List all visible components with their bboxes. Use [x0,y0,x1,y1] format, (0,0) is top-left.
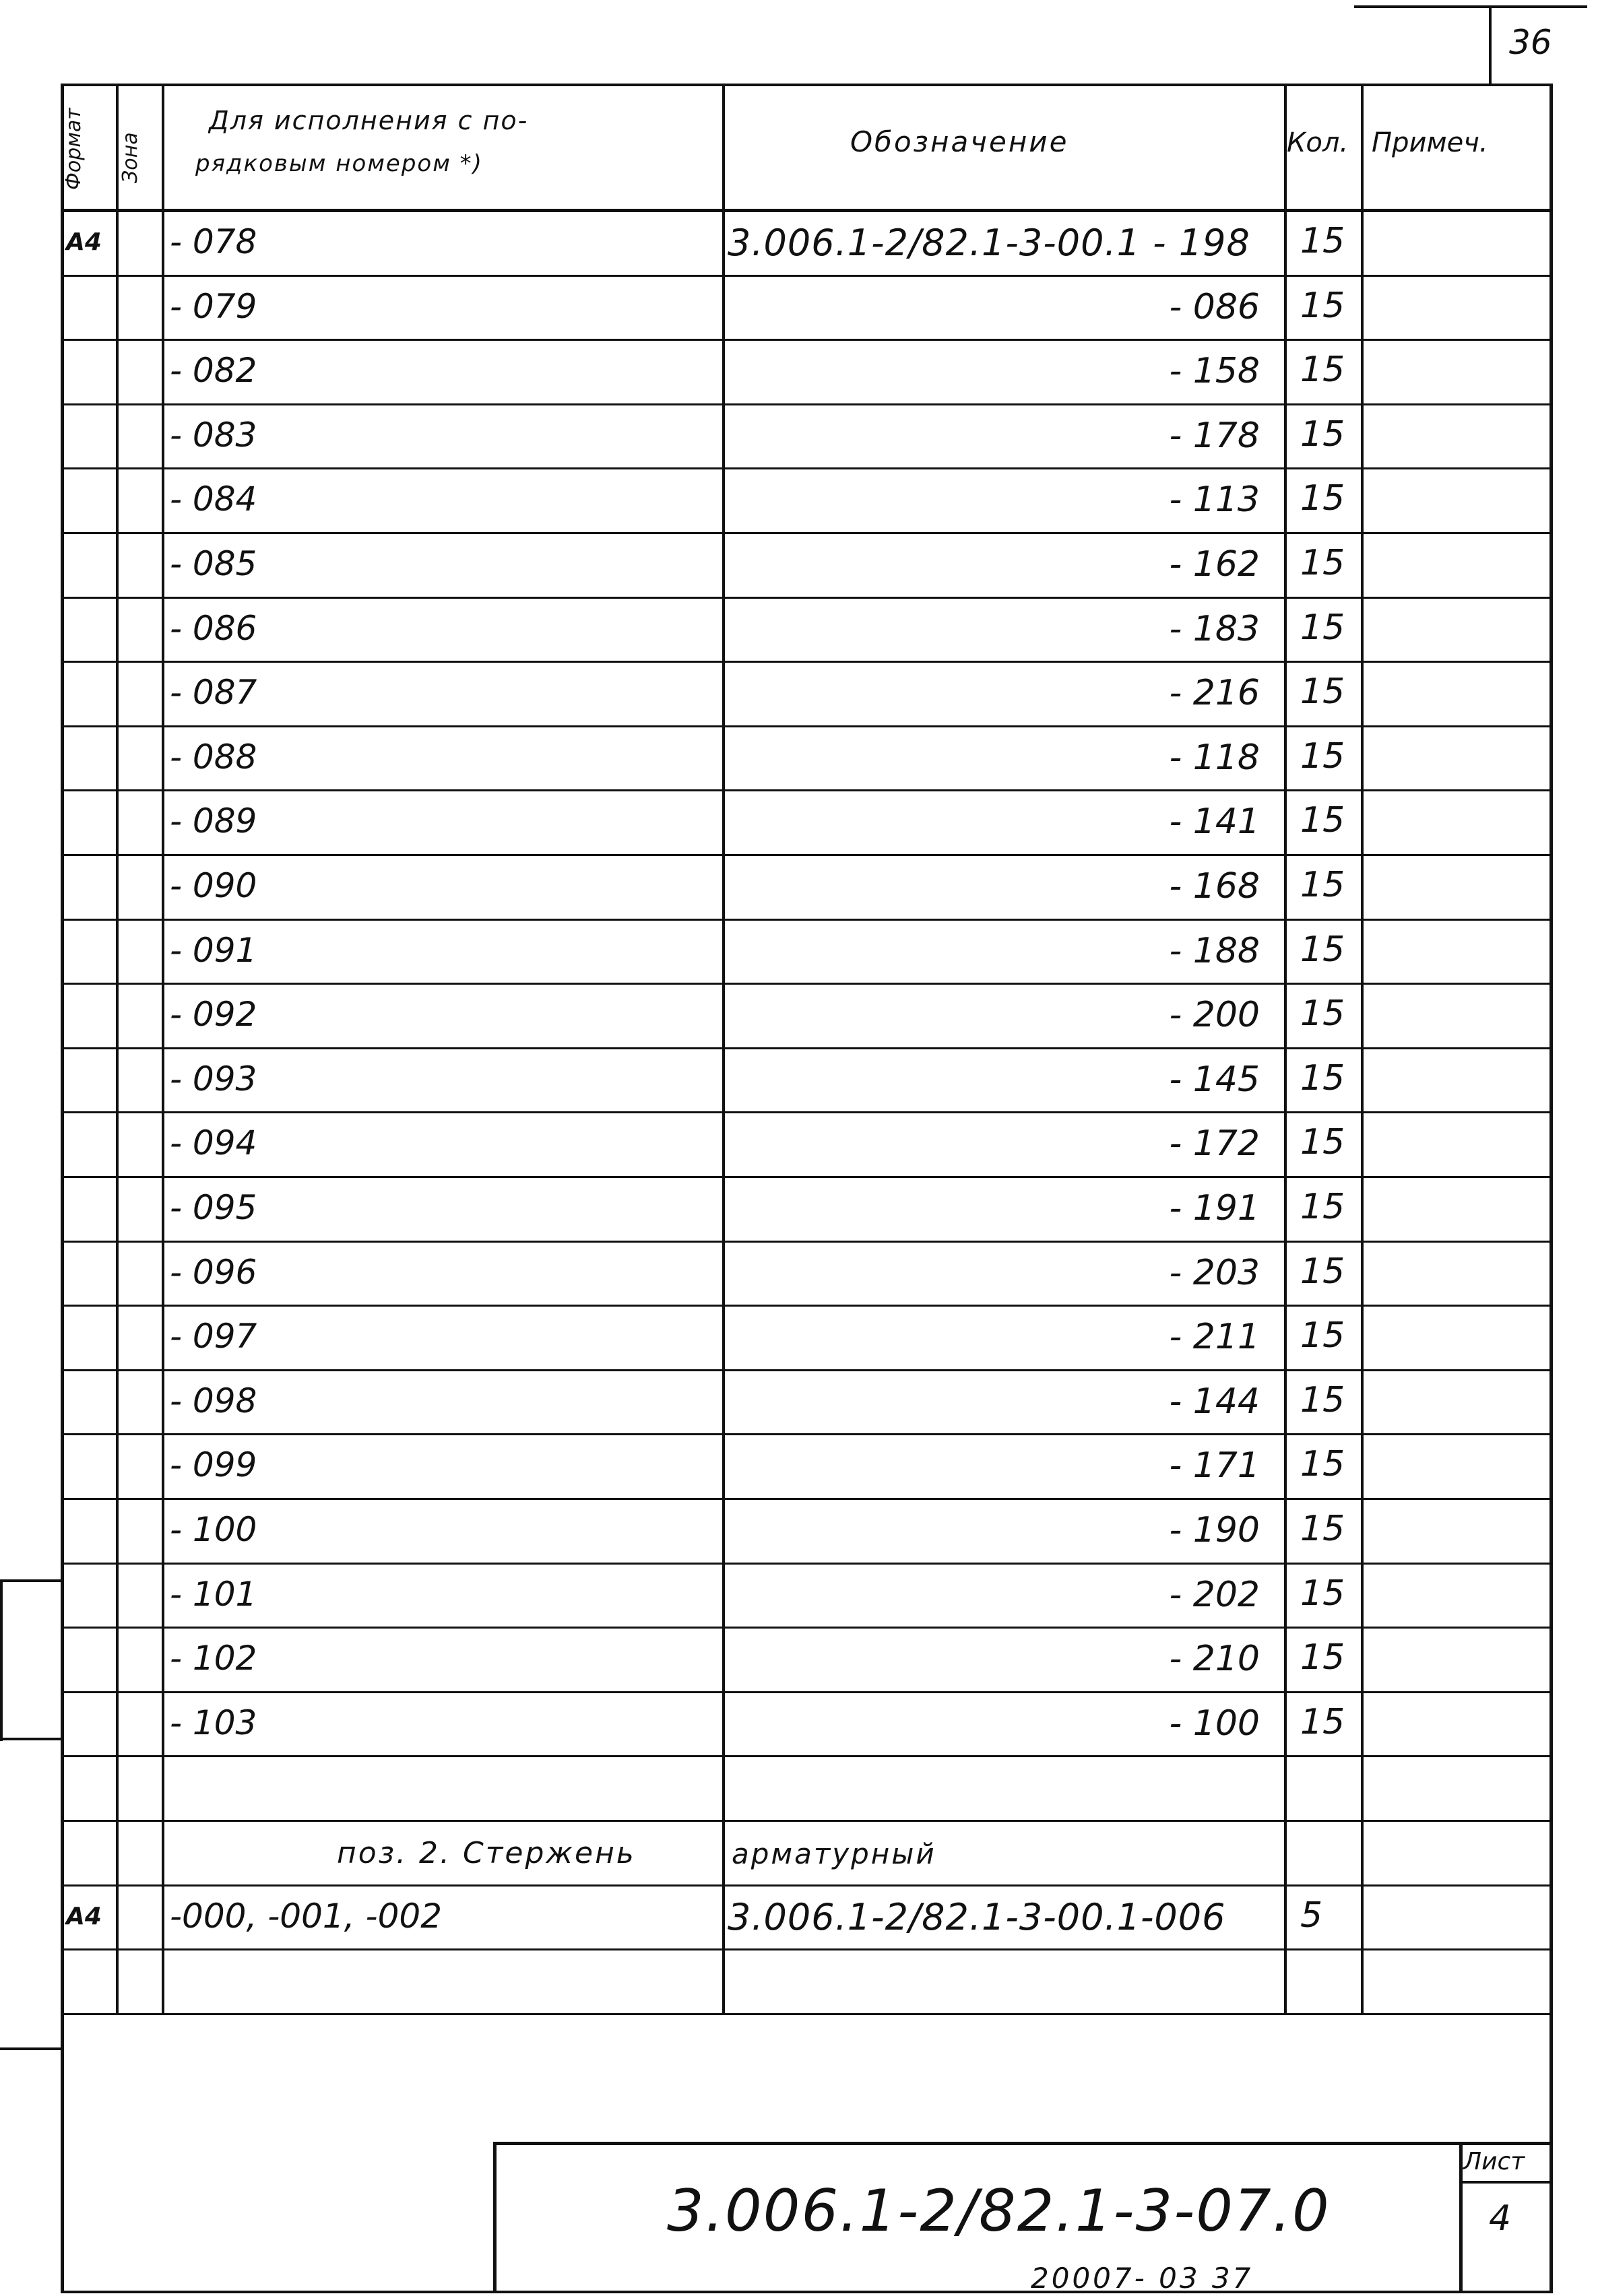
row-format: A4 [66,228,102,256]
row-qty: 15 [1300,929,1345,970]
row-variant: - 091 [170,931,257,970]
row-qty: 15 [1300,414,1345,455]
row-designation: - 100 [1169,1703,1260,1744]
row-variant: - 102 [170,1639,257,1678]
row-variant: - 098 [170,1381,257,1420]
table-row [0,597,1598,661]
sheet-box-divider [1459,2181,1551,2184]
sheet-label: Лист [1463,2148,1525,2175]
table-row [0,1755,1598,1820]
row-qty: 15 [1300,478,1345,519]
table-row [0,1691,1598,1756]
stamp-left-line [493,2142,497,2293]
table-row [0,275,1598,339]
page-number: 36 [1509,23,1552,62]
row-qty: 15 [1300,1444,1345,1484]
table-row [0,1563,1598,1627]
row-designation: - 191 [1169,1188,1260,1228]
row-qty: 15 [1300,1251,1345,1292]
row-qty: 15 [1300,671,1345,712]
table-row [0,1627,1598,1691]
row-variant: - 085 [170,544,257,583]
header-format: Формат [62,108,86,190]
table-row [0,725,1598,790]
table-row [0,1884,1598,1949]
header-variant-line2: рядковым номером *) [195,150,483,177]
row-variant: - 084 [170,480,257,519]
table-row [0,1176,1598,1241]
row-qty: 15 [1300,1315,1345,1356]
table-row [0,1047,1598,1112]
row-qty: 15 [1300,1637,1345,1678]
row-designation: - 203 [1169,1253,1260,1293]
row-line [61,2013,1549,2015]
page-number-box-top [1354,5,1587,8]
row-designation: - 086 [1169,287,1260,327]
row-designation: - 211 [1169,1317,1260,1357]
row-variant: - 079 [170,287,257,326]
page-number-box-left [1489,5,1492,84]
row-variant: - 096 [170,1253,257,1292]
row-variant: - 097 [170,1317,257,1356]
row-variant: - 082 [170,351,257,390]
row-qty: 15 [1300,1187,1345,1227]
table-row [0,1111,1598,1176]
row-variant: - 100 [170,1510,257,1549]
row-designation: - 158 [1169,351,1260,391]
table-row [0,919,1598,983]
sheet-number: 4 [1489,2198,1512,2239]
frame-bottom [61,2291,1553,2293]
row-format: A4 [66,1903,102,1930]
header-designation: Обозначение [850,125,1069,158]
table-row [0,339,1598,403]
row-variant: - 092 [170,995,257,1034]
row-qty: 15 [1300,350,1345,390]
table-row [0,854,1598,919]
row-designation: - 183 [1169,609,1260,649]
row-qty: 15 [1300,865,1345,905]
row-designation: - 118 [1169,737,1260,778]
row-designation: - 178 [1169,416,1260,456]
row-qty: 15 [1300,736,1345,777]
row-designation: - 162 [1169,544,1260,585]
row-qty: 15 [1300,1573,1345,1614]
stamp-document-code: 3.006.1-2/82.1-3-07.0 [667,2177,1331,2245]
header-note: Примеч. [1372,127,1488,158]
row-designation: - 145 [1169,1059,1260,1100]
row-qty: 15 [1300,1509,1345,1549]
footer-code: 20007- 03 37 [1031,2262,1254,2295]
row-qty: 15 [1300,608,1345,648]
frame-top [61,84,1549,86]
row-variant: - 094 [170,1123,257,1162]
row-variant: - 078 [170,222,257,261]
row-qty: 15 [1300,1702,1345,1742]
row-variant: - 088 [170,737,257,777]
row-designation: - 141 [1169,801,1260,842]
row-designation: 3.006.1-2/82.1-3-00.1-006 [728,1896,1226,1938]
row-designation: - 200 [1169,995,1260,1035]
header-variant-line1: Для исполнения с по- [209,106,529,135]
binding-mark [0,2047,62,2050]
row-variant: - 089 [170,801,257,841]
row-variant: - 087 [170,673,257,712]
row-designation: - 210 [1169,1639,1260,1679]
row-qty: 15 [1300,221,1345,261]
row-qty: 15 [1300,1058,1345,1098]
row-variant: - 083 [170,416,257,455]
table-row [0,983,1598,1047]
row-designation: - 113 [1169,480,1260,520]
sheet-box-left [1459,2142,1463,2293]
row-variant: - 093 [170,1059,257,1098]
row-qty: 15 [1300,1122,1345,1162]
row-qty: 5 [1300,1895,1323,1936]
header-qty: Кол. [1287,127,1349,158]
table-row [0,1820,1598,1884]
table-row [0,467,1598,532]
row-designation: - 188 [1169,931,1260,971]
row-designation: - 168 [1169,866,1260,907]
row-designation: - 144 [1169,1381,1260,1422]
table-row [0,210,1598,275]
table-row [0,403,1598,468]
row-designation: - 216 [1169,673,1260,713]
row-variant: - 099 [170,1445,257,1484]
row-designation: - 190 [1169,1510,1260,1550]
table-row [0,789,1598,854]
row-designation: арматурный [732,1837,936,1870]
row-qty: 15 [1300,993,1345,1034]
stamp-top-line [493,2142,1551,2145]
row-variant: - 086 [170,609,257,648]
table-row [0,1241,1598,1305]
table-row [0,1433,1598,1498]
header-zone: Зона [119,132,142,183]
row-designation: - 172 [1169,1123,1260,1164]
table-row [0,1498,1598,1563]
table-row [0,1948,1598,2013]
row-designation: - 171 [1169,1445,1260,1486]
row-variant: -000, -001, -002 [170,1897,443,1936]
row-variant: - 095 [170,1188,257,1227]
row-qty: 15 [1300,543,1345,583]
row-qty: 15 [1300,1380,1345,1420]
row-designation: 3.006.1-2/82.1-3-00.1 - 198 [728,222,1250,264]
row-variant: - 103 [170,1703,257,1742]
row-variant: поз. 2. Стержень [337,1836,636,1870]
row-qty: 15 [1300,286,1345,326]
table-row [0,1369,1598,1434]
table-row [0,532,1598,597]
row-variant: - 090 [170,866,257,905]
table-row [0,661,1598,725]
row-designation: - 202 [1169,1575,1260,1615]
table-row [0,1305,1598,1369]
row-variant: - 101 [170,1575,257,1614]
row-qty: 15 [1300,800,1345,841]
